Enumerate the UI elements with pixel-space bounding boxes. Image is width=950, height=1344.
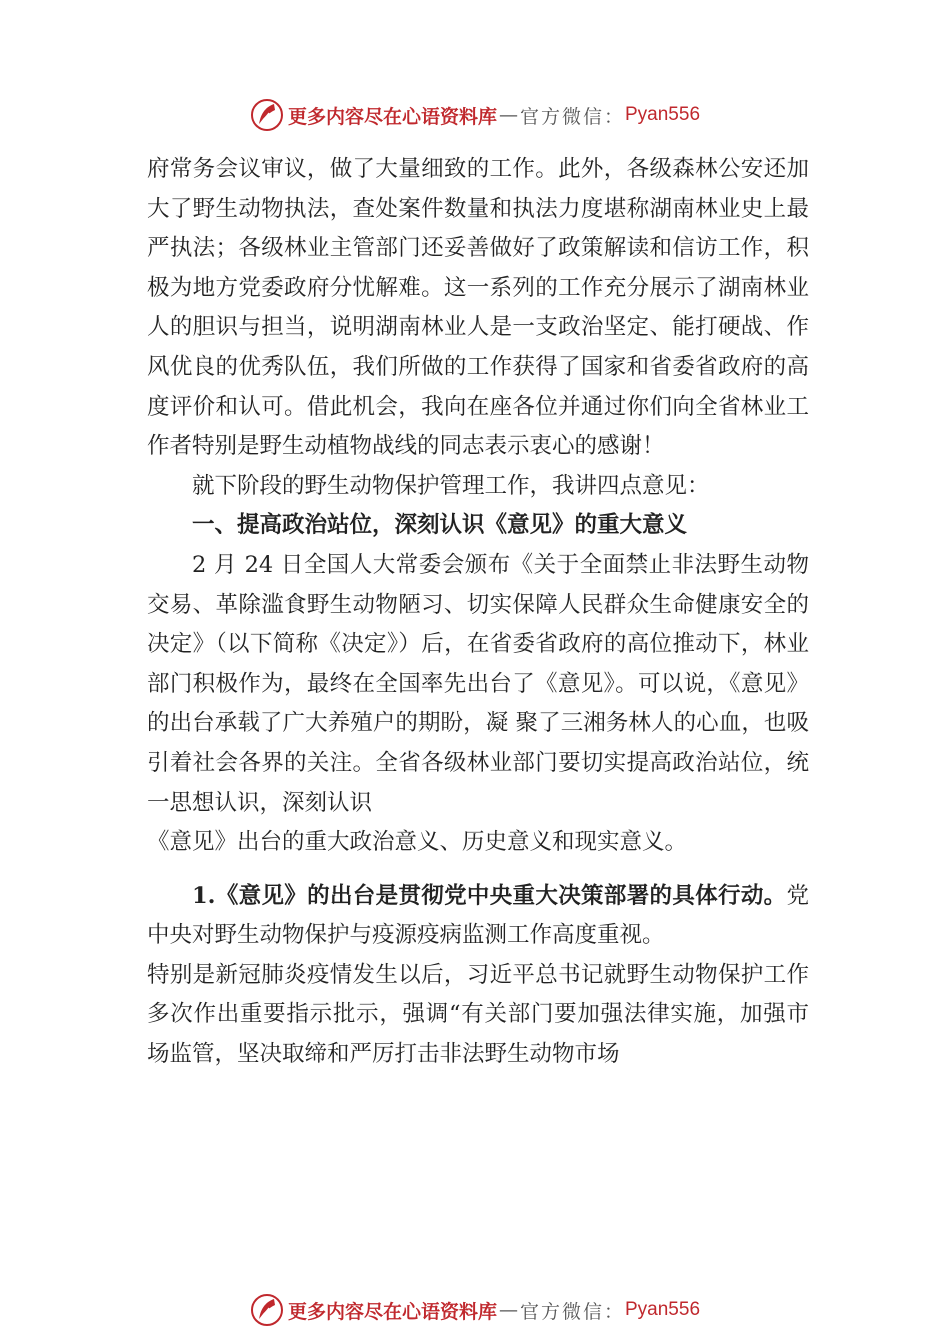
document-body	[147, 150, 809, 1075]
paragraph-1: 府常务会议审议，做了大量细致的工作。此外，各级森林公安还加大了野生动物执法，查处案件数量和执法力度堪称湖南林业史上最严执法；各级林业主管部门还妥善做好了政策解读和信访工作，积极为地方党委政府分忧解难。这一系列的工作充分展示了湖南林业人的胆识与担当，说明湖南林业人是一支政治坚定、能打硬战、作风优良的优秀队伍，我们所做的工作获得了国家和省委省政府的高度评价和认可。借此机会，我向在座各位并通过你们向全省林业工作者特别是野生动植物战线的同志表示衷心的感谢！	[147, 156, 809, 460]
section-heading-1: 一、提高政治站位，深刻认识《意见》的重大意义	[192, 512, 688, 539]
footer-banner	[0, 1290, 950, 1330]
footer-wechat-id: Pyan556	[625, 1299, 701, 1320]
paragraph-2: 就下阶段的野生动物保护管理工作，我讲四点意见：	[192, 472, 710, 499]
subheading-1: 1.《意见》的出台是贯彻党中央重大决策部署的具体行动。	[192, 882, 787, 909]
header-site-name: 更多内容尽在心语资料库	[287, 105, 497, 128]
footer-dash: —	[498, 1299, 518, 1321]
header-banner	[0, 95, 950, 135]
footer-wechat-label: 官方微信：	[519, 1300, 625, 1323]
paragraph-5	[147, 877, 809, 956]
quill-logo-icon	[250, 1293, 284, 1327]
paragraph-3: 2 月 24 日全国人大常委会颁布《关于全面禁止非法野生动物交易、革除滥食野生动物陋习、切实保障人民群众生命健康安全的决定》（以下简称《决定》）后，在省委省政府的高位推动下，林业部门积极作为，最终在全国率先出台了《意见》。可以说，《意见》的出台承载了广大养殖户的期盼，凝 聚了三湘务林人的心血，也吸引着社会各界的关注。全省各级林业部门要切实提高政治站位，统一思想认识，深刻认识	[147, 551, 809, 816]
paragraph-6: 特别是新冠肺炎疫情发生以后，习近平总书记就野生动物保护工作多次作出重要指示批示，强调“有关部门要加强法律实施，加强市场监管，坚决取缔和严厉打击非法野生动物市场	[147, 961, 809, 1068]
quill-logo-icon	[250, 98, 284, 132]
paragraph-4: 《意见》出台的重大政治意义、历史意义和现实意义。	[147, 829, 688, 856]
header-wechat-id: Pyan556	[625, 104, 701, 125]
paragraph-5-text: 党中央对野生动物保护与疫源疫病监测工作高度重视。	[147, 882, 809, 949]
header-wechat-label: 官方微信：	[519, 105, 625, 128]
footer-site-name: 更多内容尽在心语资料库	[287, 1300, 497, 1323]
header-dash: —	[498, 104, 518, 126]
